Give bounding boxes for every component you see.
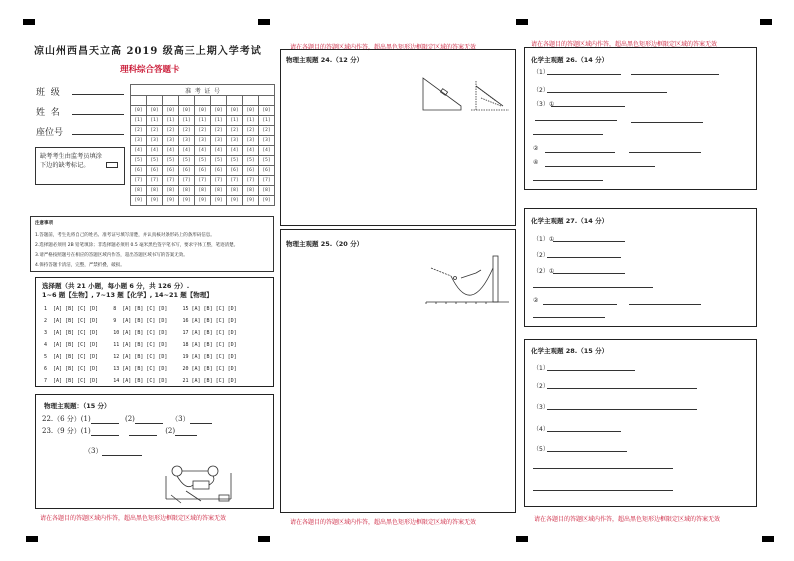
admission-digit-bubble[interactable]: [3] xyxy=(147,136,163,146)
seat-field[interactable] xyxy=(72,134,124,135)
admission-digit-bubble[interactable]: [4] xyxy=(227,146,243,156)
name-field[interactable] xyxy=(72,114,124,115)
admission-digit-bubble[interactable]: [0] xyxy=(147,106,163,116)
admission-digit-bubble[interactable]: [9] xyxy=(259,196,275,206)
admission-digit-bubble[interactable]: [4] xyxy=(195,146,211,156)
admission-digit-bubble[interactable]: [5] xyxy=(259,156,275,166)
warning-text: 请在各题目的答题区域内作答，超出黑色矩形边框限定区域的答案无效 xyxy=(534,516,721,523)
admission-digit-bubble[interactable]: [1] xyxy=(243,116,259,126)
q23-row xyxy=(42,426,197,436)
admission-digit-bubble[interactable]: [5] xyxy=(131,156,147,166)
admission-digit-input[interactable] xyxy=(131,96,147,106)
admission-number-grid xyxy=(130,84,275,206)
q26-part-5: ④ xyxy=(533,159,539,166)
admission-digit-bubble[interactable]: [4] xyxy=(179,146,195,156)
circuit-diagram xyxy=(161,461,241,507)
admission-digit-bubble[interactable]: [9] xyxy=(147,196,163,206)
admission-digit-bubble[interactable]: [9] xyxy=(163,196,179,206)
admission-digit-bubble[interactable]: [2] xyxy=(131,126,147,136)
choice-row[interactable]: 7 [A] [B] [C] [D] 14 [A] [B] [C] [D] 21 [A] [B] [C] [D] xyxy=(44,378,237,384)
admission-digit-bubble[interactable]: [3] xyxy=(195,136,211,146)
registration-mark xyxy=(258,536,270,542)
registration-mark xyxy=(762,536,774,542)
admission-digit-bubble[interactable]: [8] xyxy=(163,186,179,196)
admission-digit-bubble[interactable]: [6] xyxy=(179,166,195,176)
admission-digit-input[interactable] xyxy=(147,96,163,106)
admission-digit-bubble[interactable]: [0] xyxy=(131,106,147,116)
admission-digit-bubble[interactable]: [7] xyxy=(179,176,195,186)
q26-part-3: （3）① xyxy=(533,101,555,108)
admission-digit-bubble[interactable]: [4] xyxy=(131,146,147,156)
admission-digit-bubble[interactable]: [8] xyxy=(195,186,211,196)
q28-title: 化学主观题 28.（15 分） xyxy=(531,347,609,355)
class-field[interactable] xyxy=(72,94,124,95)
registration-mark xyxy=(516,19,528,25)
q28-part-2: （2） xyxy=(533,383,549,390)
choice-section xyxy=(35,277,274,387)
admission-digit-bubble[interactable]: [2] xyxy=(243,126,259,136)
admission-digit-bubble[interactable]: [7] xyxy=(243,176,259,186)
admission-digit-input[interactable] xyxy=(195,96,211,106)
registration-mark xyxy=(26,536,38,542)
admission-digit-bubble[interactable]: [1] xyxy=(131,116,147,126)
admission-digit-bubble[interactable]: [1] xyxy=(259,116,275,126)
q27-part-3: （2）① xyxy=(533,268,555,275)
admission-digit-bubble[interactable]: [1] xyxy=(227,116,243,126)
q26-title: 化学主观题 26.（14 分） xyxy=(531,56,609,64)
q26-part-1: （1） xyxy=(533,69,549,76)
admission-digit-bubble[interactable]: [6] xyxy=(211,166,227,176)
q27-part-2: （2） xyxy=(533,252,549,259)
notice-item: 3.请严格按照题号在相应的答题区域内作答，超出答题区域书写的答案无效。 xyxy=(35,253,188,258)
notice-box xyxy=(30,216,274,272)
q27-answer-line[interactable] xyxy=(553,273,625,274)
admission-digit-bubble[interactable]: [3] xyxy=(259,136,275,146)
admission-digit-bubble[interactable]: [5] xyxy=(227,156,243,166)
q27-part-1: （1）① xyxy=(533,236,555,243)
admission-digit-input[interactable] xyxy=(243,96,259,106)
q27-answer-line[interactable] xyxy=(533,317,605,318)
admission-digit-input[interactable] xyxy=(211,96,227,106)
admission-digit-bubble[interactable]: [2] xyxy=(195,126,211,136)
admission-digit-bubble[interactable]: [5] xyxy=(211,156,227,166)
admission-digit-bubble[interactable]: [6] xyxy=(259,166,275,176)
q26-answer-area xyxy=(524,47,757,190)
admission-digit-bubble[interactable]: [6] xyxy=(227,166,243,176)
admission-digit-bubble[interactable]: [4] xyxy=(147,146,163,156)
admission-digit-bubble[interactable]: [7] xyxy=(227,176,243,186)
notice-item: 2.选择题必须用 2B 铅笔填涂；非选择题必须用 0.5 毫米黑色签字笔书写，要求字体工整，笔迹清楚。 xyxy=(35,243,239,248)
q26-answer-line[interactable] xyxy=(547,74,621,75)
q23-label-2: (2) xyxy=(165,427,176,435)
admission-digit-bubble[interactable]: [2] xyxy=(179,126,195,136)
q28-answer-line[interactable] xyxy=(547,409,697,410)
q23-label-3: （3） xyxy=(84,447,103,455)
admission-digit-bubble[interactable]: [5] xyxy=(243,156,259,166)
registration-mark xyxy=(516,536,528,542)
battery-box xyxy=(219,495,229,501)
warning-text: 请在各题目的答题区域内作答，超出黑色矩形边框限定区域的答案无效 xyxy=(290,519,477,526)
choice-row[interactable]: 1 [A] [B] [C] [D] 8 [A] [B] [C] [D] 15 [A] [B] [C] [D] xyxy=(44,306,237,312)
q26-answer-line[interactable] xyxy=(533,134,603,135)
class-label: 班 级 xyxy=(36,88,60,98)
q27-title: 化学主观题 27.（14 分） xyxy=(531,217,609,225)
registration-mark xyxy=(23,19,35,25)
physics-subjective-section xyxy=(35,394,274,509)
admission-digit-bubble[interactable]: [4] xyxy=(243,146,259,156)
admission-digit-bubble[interactable]: [8] xyxy=(227,186,243,196)
q23-part3 xyxy=(84,446,142,456)
q26-answer-line[interactable] xyxy=(551,106,625,107)
q27-answer-line[interactable] xyxy=(629,304,701,305)
q28-part-5: （5） xyxy=(533,446,549,453)
q28-answer-line[interactable] xyxy=(547,370,635,371)
q26-answer-line[interactable] xyxy=(535,120,617,121)
meter-symbol xyxy=(172,466,182,476)
admission-digit-bubble[interactable]: [1] xyxy=(163,116,179,126)
q26-answer-line[interactable] xyxy=(547,92,667,93)
absent-box xyxy=(35,147,125,185)
warning-text: 请在各题目的答题区域内作答，超出黑色矩形边框限定区域的答案无效 xyxy=(531,41,718,48)
warning-text: 请在各题目的答题区域内作答，超出黑色矩形边框限定区域的答案无效 xyxy=(40,515,227,522)
admission-digit-bubble[interactable]: [2] xyxy=(211,126,227,136)
q27-answer-line[interactable] xyxy=(543,304,617,305)
q23-label: 23.（9 分）(1) xyxy=(42,427,91,435)
q27-answer-line[interactable] xyxy=(547,257,621,258)
admission-digit-bubble[interactable]: [9] xyxy=(243,196,259,206)
track-diagram xyxy=(421,248,511,308)
admission-digit-bubble[interactable]: [0] xyxy=(195,106,211,116)
admission-digit-bubble[interactable]: [8] xyxy=(131,186,147,196)
q28-answer-line[interactable] xyxy=(533,490,673,491)
admission-digit-bubble[interactable]: [0] xyxy=(211,106,227,116)
admission-digit-bubble[interactable]: [8] xyxy=(211,186,227,196)
q22-answer-1[interactable] xyxy=(91,417,119,424)
q27-answer-line[interactable] xyxy=(533,287,653,288)
admission-digit-bubble[interactable]: [7] xyxy=(211,176,227,186)
admission-digit-bubble[interactable]: [9] xyxy=(179,196,195,206)
registration-mark xyxy=(258,19,270,25)
q22-label-3: （3） xyxy=(171,415,190,423)
q22-answer-3[interactable] xyxy=(190,417,212,424)
admission-digit-bubble[interactable]: [0] xyxy=(259,106,275,116)
absent-mark-box[interactable] xyxy=(106,162,118,168)
admission-digit-bubble[interactable]: [1] xyxy=(147,116,163,126)
q28-answer-area xyxy=(524,339,757,507)
registration-mark xyxy=(760,19,772,25)
q22-label-2: (2) xyxy=(124,415,135,423)
admission-digit-bubble[interactable]: [6] xyxy=(147,166,163,176)
admission-digit-bubble[interactable]: [4] xyxy=(259,146,275,156)
q23-answer-1b[interactable] xyxy=(129,429,157,436)
q26-answer-line[interactable] xyxy=(545,152,615,153)
q28-part-4: （4） xyxy=(533,426,549,433)
incline-diagram xyxy=(421,76,511,116)
admission-digit-bubble[interactable]: [2] xyxy=(147,126,163,136)
admission-digit-bubble[interactable]: [8] xyxy=(259,186,275,196)
warning-text: 请在各题目的答题区域内作答，超出黑色矩形边框限定区域的答案无效 xyxy=(290,44,477,51)
choice-row[interactable]: 6 [A] [B] [C] [D] 13 [A] [B] [C] [D] 20 [A] [B] [C] [D] xyxy=(44,366,237,372)
admission-digit-bubble[interactable]: [8] xyxy=(243,186,259,196)
q26-part-4: ② xyxy=(533,145,539,152)
seat-label: 座位号 xyxy=(36,128,64,138)
admission-digit-bubble[interactable]: [2] xyxy=(259,126,275,136)
q22-label: 22.（6 分）(1) xyxy=(42,415,91,423)
q26-answer-line[interactable] xyxy=(631,122,703,123)
admission-digit-bubble[interactable]: [3] xyxy=(131,136,147,146)
admission-digit-bubble[interactable]: [7] xyxy=(195,176,211,186)
choice-row[interactable]: 5 [A] [B] [C] [D] 12 [A] [B] [C] [D] 19 [A] [B] [C] [D] xyxy=(44,354,237,360)
meter-symbol xyxy=(208,466,218,476)
admission-digit-bubble[interactable]: [5] xyxy=(195,156,211,166)
admission-digit-bubble[interactable]: [1] xyxy=(211,116,227,126)
admission-digit-bubble[interactable]: [1] xyxy=(179,116,195,126)
q28-part-3: （3） xyxy=(533,404,549,411)
q27-answer-area xyxy=(524,208,757,327)
q26-answer-line[interactable] xyxy=(631,74,719,75)
q26-answer-line[interactable] xyxy=(545,166,655,167)
admission-digit-bubble[interactable]: [0] xyxy=(163,106,179,116)
wall xyxy=(493,256,498,302)
admission-digit-bubble[interactable]: [4] xyxy=(163,146,179,156)
absent-note: 缺考考生由监考员填涂下边的缺考标记。 xyxy=(40,153,102,169)
choice-title: 选择题（共 21 小题，每小题 6 分，共 126 分）. xyxy=(42,282,190,290)
notice-item: 1.答题前，考生先将自己的姓名、准考证号填写清楚，并认真核对条形码上的条形码信息。 xyxy=(35,233,215,238)
q25-title: 物理主观题 25.（20 分） xyxy=(286,240,364,248)
q28-answer-line[interactable] xyxy=(547,431,621,432)
q25-answer-area[interactable] xyxy=(280,229,516,513)
admission-digit-bubble[interactable]: [4] xyxy=(211,146,227,156)
q22-answer-2[interactable] xyxy=(135,417,163,424)
admission-digit-bubble[interactable]: [6] xyxy=(243,166,259,176)
admission-digit-bubble[interactable]: [7] xyxy=(147,176,163,186)
admission-number-header: 准 考 证 号 xyxy=(131,85,275,96)
admission-digit-bubble[interactable]: [7] xyxy=(259,176,275,186)
q23-answer-2[interactable] xyxy=(175,429,197,436)
admission-digit-bubble[interactable]: [6] xyxy=(195,166,211,176)
admission-digit-bubble[interactable]: [7] xyxy=(131,176,147,186)
admission-digit-bubble[interactable]: [0] xyxy=(243,106,259,116)
q26-answer-line[interactable] xyxy=(629,152,701,153)
admission-digit-bubble[interactable]: [8] xyxy=(179,186,195,196)
q23-answer-3[interactable] xyxy=(102,449,142,456)
q28-answer-line[interactable] xyxy=(533,468,673,469)
physics-section-title: 物理主观题：（15 分） xyxy=(44,402,111,410)
q28-answer-line[interactable] xyxy=(547,388,697,389)
q23-answer-1[interactable] xyxy=(91,429,119,436)
admission-digit-input[interactable] xyxy=(179,96,195,106)
choice-row[interactable]: 2 [A] [B] [C] [D] 9 [A] [B] [C] [D] 16 [A] [B] [C] [D] xyxy=(44,318,237,324)
admission-digit-bubble[interactable]: [1] xyxy=(195,116,211,126)
exam-title: 凉山州西昌天立高 2019 级高三上期入学考试 xyxy=(34,46,262,57)
q24-title: 物理主观题 24.（12 分） xyxy=(286,56,364,64)
admission-digit-input[interactable] xyxy=(163,96,179,106)
choice-subtitle: 1~6 题【生物】, 7~13 题【化学】, 14~21 题【物理】 xyxy=(42,291,213,299)
resistor-box xyxy=(193,481,209,489)
q26-answer-line[interactable] xyxy=(533,180,603,181)
admission-digit-bubble[interactable]: [6] xyxy=(131,166,147,176)
choice-row[interactable]: 3 [A] [B] [C] [D] 10 [A] [B] [C] [D] 17 [A] [B] [C] [D] xyxy=(44,330,237,336)
admission-digit-bubble[interactable]: [8] xyxy=(147,186,163,196)
admission-digit-bubble[interactable]: [7] xyxy=(163,176,179,186)
admission-digit-bubble[interactable]: [5] xyxy=(163,156,179,166)
admission-digit-bubble[interactable]: [3] xyxy=(179,136,195,146)
admission-digit-bubble[interactable]: [9] xyxy=(131,196,147,206)
admission-digit-bubble[interactable]: [3] xyxy=(227,136,243,146)
q24-answer-area[interactable] xyxy=(280,49,516,226)
admission-digit-bubble[interactable]: [3] xyxy=(163,136,179,146)
q22-row xyxy=(42,414,212,424)
admission-digit-bubble[interactable]: [5] xyxy=(147,156,163,166)
admission-digit-bubble[interactable]: [5] xyxy=(179,156,195,166)
admission-digit-bubble[interactable]: [3] xyxy=(211,136,227,146)
q27-part-4: ② xyxy=(533,297,539,304)
card-subtitle: 理科综合答题卡 xyxy=(120,65,180,75)
q27-answer-line[interactable] xyxy=(553,241,625,242)
notice-item: 4.保持答题卡清洁，完整，严禁折叠，破损。 xyxy=(35,263,125,268)
admission-digit-bubble[interactable]: [9] xyxy=(195,196,211,206)
choice-rows xyxy=(44,306,237,390)
admission-digit-bubble[interactable]: [0] xyxy=(179,106,195,116)
admission-digit-bubble[interactable]: [0] xyxy=(227,106,243,116)
admission-digit-bubble[interactable]: [9] xyxy=(211,196,227,206)
admission-digit-bubble[interactable]: [9] xyxy=(227,196,243,206)
admission-digit-bubble[interactable]: [6] xyxy=(163,166,179,176)
q28-part-1: （1） xyxy=(533,365,549,372)
admission-digit-bubble[interactable]: [2] xyxy=(163,126,179,136)
admission-digit-bubble[interactable]: [3] xyxy=(243,136,259,146)
admission-digit-input[interactable] xyxy=(227,96,243,106)
q26-part-2: （2） xyxy=(533,87,549,94)
admission-digit-bubble[interactable]: [2] xyxy=(227,126,243,136)
q28-answer-line[interactable] xyxy=(547,451,627,452)
notice-title: 注意事项 xyxy=(35,221,53,226)
admission-digit-input[interactable] xyxy=(259,96,275,106)
choice-row[interactable]: 4 [A] [B] [C] [D] 11 [A] [B] [C] [D] 18 [A] [B] [C] [D] xyxy=(44,342,237,348)
name-label: 姓 名 xyxy=(36,108,60,118)
